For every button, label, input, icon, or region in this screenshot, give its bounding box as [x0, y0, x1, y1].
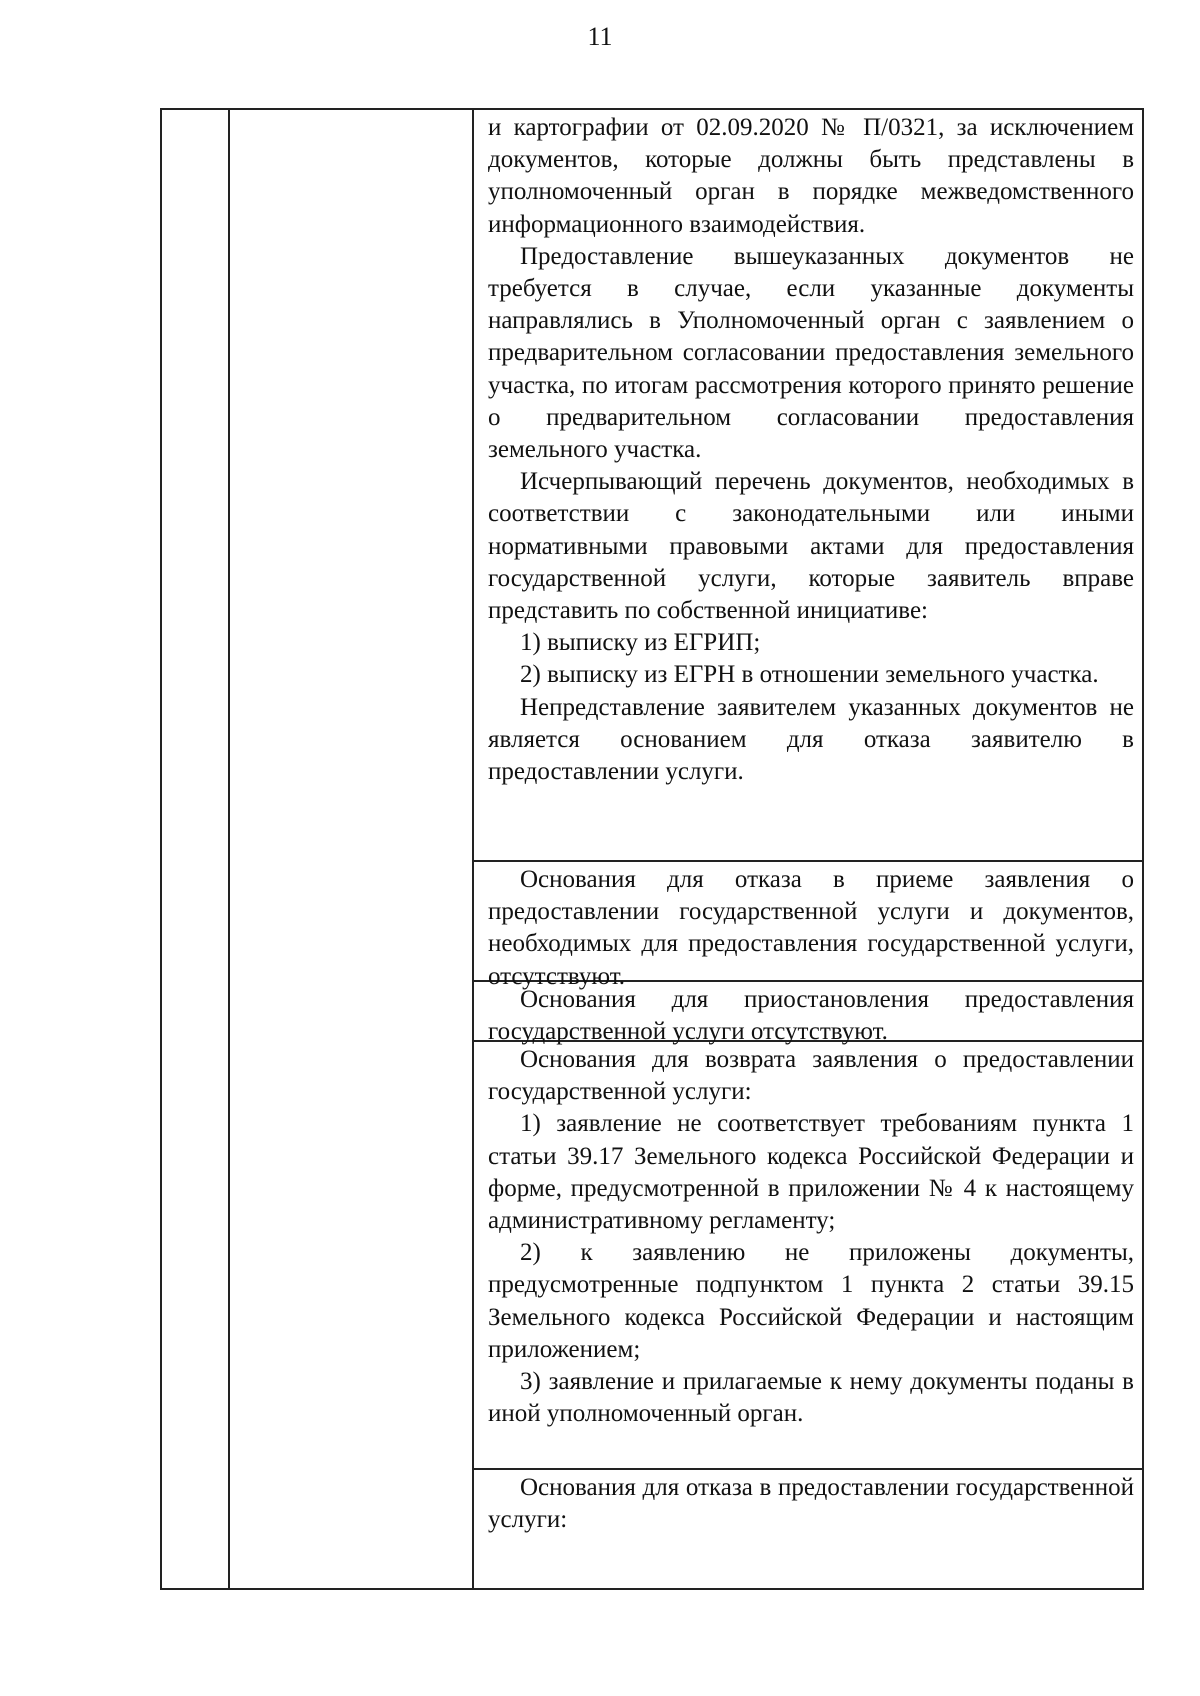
list-item: 3) заявление и прилагаемые к нему документы поданы в иной уполномоченный орган.: [488, 1368, 1134, 1428]
list-item: 1) выписку из ЕГРИП;: [520, 629, 761, 657]
table-cell-refusal-reception: [474, 862, 1142, 990]
list-item: 1) заявление не соответствует требованиям пункта 1 статьи 39.17 Земельного кодекса Российской Федерации и форме, предусмотренной в приложении № 4 к настоящему административному регламенту;: [488, 1110, 1134, 1235]
paragraph: и картографии от 02.09.2020 № П/0321, за исключением документов, которые должны быть представлены в уполномоченный орган в порядке межведомственного информационного взаимодействия.: [488, 114, 1134, 238]
list-item: 2) выписку из ЕГРН в отношении земельного участка.: [520, 661, 1099, 689]
paragraph: Исчерпывающий перечень документов, необходимых в соответствии с законодательными или иными нормативными правовыми актами для предоставления государственной услуги, которые заявитель вправе представить по собственной инициативе:: [488, 468, 1134, 625]
paragraph: Основания для приостановления предоставления государственной услуги отсутствуют.: [488, 986, 1134, 1046]
paragraph: Основания для возврата заявления о предоставлении государственной услуги:: [488, 1046, 1134, 1106]
document-table: [160, 108, 1144, 1590]
table-cell-refusal-grounds: [474, 1470, 1142, 1588]
table-cell-suspension: [474, 982, 1142, 1046]
paragraph: Основания для отказа в приеме заявления о предоставлении государственной услуги и документов, необходимых для предоставления государственной услуги, отсутствуют.: [488, 866, 1134, 990]
table-cell-documents: [474, 110, 1142, 862]
content-column: [474, 110, 1142, 1588]
page-number: 11: [587, 22, 613, 51]
paragraph: Предоставление вышеуказанных документов не требуется в случае, если указанные документы направлялись в Уполномоченный орган с заявлением о предварительном согласовании предоставления земельного участка, по итогам рассмотрения которого принято решение о предварительном согласовании предоставления земельного участка.: [488, 242, 1134, 464]
paragraph: Основания для отказа в предоставлении государственной услуги:: [488, 1474, 1134, 1534]
list-item: 2) к заявлению не приложены документы, предусмотренные подпунктом 1 пункта 2 статьи 39.15 Земельного кодекса Российской Федерации и настоящим приложением;: [488, 1239, 1134, 1363]
paragraph: Непредставление заявителем указанных документов не является основанием для отказа заявителю в предоставлении услуги.: [488, 693, 1134, 786]
table-cell-return-grounds: [474, 1042, 1142, 1470]
column-divider-1: [228, 110, 230, 1588]
